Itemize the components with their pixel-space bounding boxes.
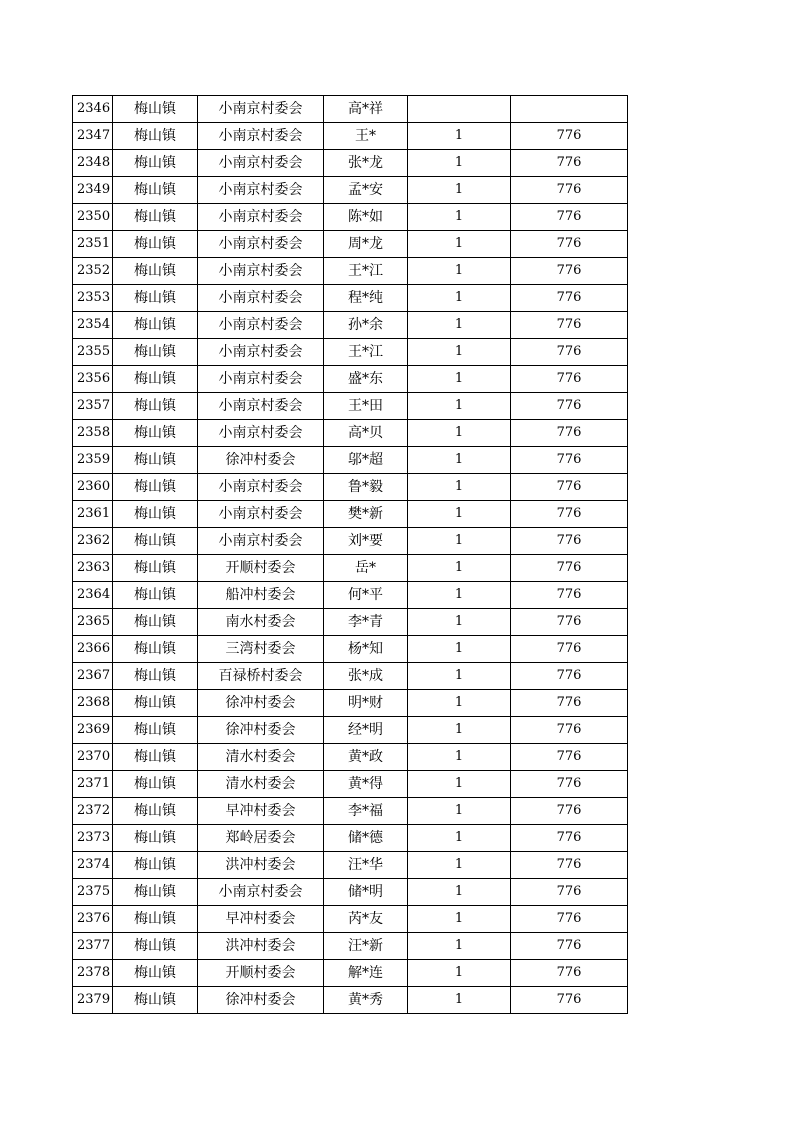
row-number-cell: 2376 <box>73 906 113 933</box>
count-cell: 1 <box>408 123 511 150</box>
name-cell: 经*明 <box>324 717 408 744</box>
name-cell: 王*田 <box>324 393 408 420</box>
count-cell: 1 <box>408 636 511 663</box>
village-cell: 小南京村委会 <box>198 474 324 501</box>
count-cell: 1 <box>408 177 511 204</box>
village-cell: 南水村委会 <box>198 609 324 636</box>
village-cell: 洪冲村委会 <box>198 852 324 879</box>
row-number-cell: 2373 <box>73 825 113 852</box>
table-row <box>73 690 628 717</box>
name-cell: 鲁*毅 <box>324 474 408 501</box>
name-cell: 张*成 <box>324 663 408 690</box>
name-cell: 汪*华 <box>324 852 408 879</box>
row-number-cell: 2367 <box>73 663 113 690</box>
row-number-cell: 2352 <box>73 258 113 285</box>
town-cell: 梅山镇 <box>113 204 198 231</box>
row-number-cell: 2356 <box>73 366 113 393</box>
table-row <box>73 366 628 393</box>
row-number-cell: 2369 <box>73 717 113 744</box>
table-row <box>73 663 628 690</box>
village-cell: 开顺村委会 <box>198 555 324 582</box>
village-cell: 小南京村委会 <box>198 177 324 204</box>
village-cell: 小南京村委会 <box>198 420 324 447</box>
name-cell: 王* <box>324 123 408 150</box>
row-number-cell: 2366 <box>73 636 113 663</box>
row-number-cell: 2378 <box>73 960 113 987</box>
count-cell: 1 <box>408 582 511 609</box>
village-cell: 小南京村委会 <box>198 150 324 177</box>
town-cell: 梅山镇 <box>113 663 198 690</box>
table-row <box>73 447 628 474</box>
count-cell: 1 <box>408 204 511 231</box>
town-cell: 梅山镇 <box>113 906 198 933</box>
name-cell: 李*青 <box>324 609 408 636</box>
amount-cell: 776 <box>511 933 628 960</box>
table-row <box>73 987 628 1014</box>
count-cell: 1 <box>408 258 511 285</box>
row-number-cell: 2353 <box>73 285 113 312</box>
row-number-cell: 2365 <box>73 609 113 636</box>
count-cell: 1 <box>408 744 511 771</box>
name-cell: 邬*超 <box>324 447 408 474</box>
amount-cell: 776 <box>511 366 628 393</box>
amount-cell: 776 <box>511 420 628 447</box>
town-cell: 梅山镇 <box>113 528 198 555</box>
amount-cell: 776 <box>511 339 628 366</box>
row-number-cell: 2375 <box>73 879 113 906</box>
name-cell: 黄*政 <box>324 744 408 771</box>
town-cell: 梅山镇 <box>113 960 198 987</box>
amount-cell: 776 <box>511 690 628 717</box>
name-cell: 汪*新 <box>324 933 408 960</box>
village-cell: 早冲村委会 <box>198 798 324 825</box>
row-number-cell: 2349 <box>73 177 113 204</box>
name-cell: 陈*如 <box>324 204 408 231</box>
table-row <box>73 717 628 744</box>
row-number-cell: 2370 <box>73 744 113 771</box>
amount-cell: 776 <box>511 609 628 636</box>
village-cell: 小南京村委会 <box>198 501 324 528</box>
town-cell: 梅山镇 <box>113 96 198 123</box>
town-cell: 梅山镇 <box>113 474 198 501</box>
amount-cell: 776 <box>511 987 628 1014</box>
table-row <box>73 852 628 879</box>
town-cell: 梅山镇 <box>113 744 198 771</box>
town-cell: 梅山镇 <box>113 933 198 960</box>
table-row <box>73 285 628 312</box>
name-cell: 储*明 <box>324 879 408 906</box>
name-cell: 李*福 <box>324 798 408 825</box>
name-cell: 何*平 <box>324 582 408 609</box>
village-cell: 小南京村委会 <box>198 285 324 312</box>
row-number-cell: 2372 <box>73 798 113 825</box>
amount-cell: 776 <box>511 906 628 933</box>
count-cell: 1 <box>408 906 511 933</box>
amount-cell: 776 <box>511 582 628 609</box>
count-cell: 1 <box>408 231 511 258</box>
data-table <box>72 95 628 1014</box>
table-row <box>73 879 628 906</box>
amount-cell: 776 <box>511 636 628 663</box>
name-cell: 孙*余 <box>324 312 408 339</box>
town-cell: 梅山镇 <box>113 123 198 150</box>
village-cell: 小南京村委会 <box>198 393 324 420</box>
town-cell: 梅山镇 <box>113 879 198 906</box>
table-row <box>73 501 628 528</box>
table-row <box>73 312 628 339</box>
count-cell: 1 <box>408 339 511 366</box>
town-cell: 梅山镇 <box>113 501 198 528</box>
amount-cell: 776 <box>511 771 628 798</box>
amount-cell: 776 <box>511 852 628 879</box>
table-row <box>73 744 628 771</box>
village-cell: 徐冲村委会 <box>198 690 324 717</box>
town-cell: 梅山镇 <box>113 312 198 339</box>
row-number-cell: 2355 <box>73 339 113 366</box>
count-cell: 1 <box>408 528 511 555</box>
row-number-cell: 2361 <box>73 501 113 528</box>
town-cell: 梅山镇 <box>113 447 198 474</box>
town-cell: 梅山镇 <box>113 177 198 204</box>
town-cell: 梅山镇 <box>113 636 198 663</box>
amount-cell: 776 <box>511 717 628 744</box>
village-cell: 徐冲村委会 <box>198 987 324 1014</box>
amount-cell: 776 <box>511 879 628 906</box>
town-cell: 梅山镇 <box>113 609 198 636</box>
table-row <box>73 339 628 366</box>
name-cell: 杨*知 <box>324 636 408 663</box>
row-number-cell: 2350 <box>73 204 113 231</box>
amount-cell: 776 <box>511 528 628 555</box>
count-cell: 1 <box>408 555 511 582</box>
count-cell: 1 <box>408 798 511 825</box>
row-number-cell: 2379 <box>73 987 113 1014</box>
count-cell: 1 <box>408 150 511 177</box>
count-cell: 1 <box>408 879 511 906</box>
row-number-cell: 2346 <box>73 96 113 123</box>
amount-cell: 776 <box>511 177 628 204</box>
row-number-cell: 2368 <box>73 690 113 717</box>
table-row <box>73 177 628 204</box>
name-cell: 黄*得 <box>324 771 408 798</box>
table-row <box>73 636 628 663</box>
table-row <box>73 393 628 420</box>
village-cell: 小南京村委会 <box>198 366 324 393</box>
name-cell: 王*江 <box>324 339 408 366</box>
table-row <box>73 528 628 555</box>
name-cell: 岳* <box>324 555 408 582</box>
name-cell: 王*江 <box>324 258 408 285</box>
table-row <box>73 420 628 447</box>
name-cell: 储*德 <box>324 825 408 852</box>
amount-cell: 776 <box>511 555 628 582</box>
village-cell: 小南京村委会 <box>198 879 324 906</box>
row-number-cell: 2360 <box>73 474 113 501</box>
count-cell: 1 <box>408 420 511 447</box>
village-cell: 徐冲村委会 <box>198 447 324 474</box>
village-cell: 小南京村委会 <box>198 258 324 285</box>
row-number-cell: 2371 <box>73 771 113 798</box>
village-cell: 小南京村委会 <box>198 528 324 555</box>
name-cell: 明*财 <box>324 690 408 717</box>
table-row <box>73 825 628 852</box>
count-cell: 1 <box>408 474 511 501</box>
town-cell: 梅山镇 <box>113 285 198 312</box>
amount-cell: 776 <box>511 744 628 771</box>
count-cell: 1 <box>408 285 511 312</box>
count-cell: 1 <box>408 393 511 420</box>
table-row <box>73 474 628 501</box>
amount-cell <box>511 96 628 123</box>
count-cell: 1 <box>408 312 511 339</box>
table-row <box>73 123 628 150</box>
amount-cell: 776 <box>511 150 628 177</box>
count-cell: 1 <box>408 447 511 474</box>
name-cell: 孟*安 <box>324 177 408 204</box>
village-cell: 郑岭居委会 <box>198 825 324 852</box>
count-cell: 1 <box>408 852 511 879</box>
name-cell: 张*龙 <box>324 150 408 177</box>
village-cell: 清水村委会 <box>198 744 324 771</box>
amount-cell: 776 <box>511 663 628 690</box>
village-cell: 洪冲村委会 <box>198 933 324 960</box>
row-number-cell: 2354 <box>73 312 113 339</box>
village-cell: 开顺村委会 <box>198 960 324 987</box>
table-row <box>73 609 628 636</box>
town-cell: 梅山镇 <box>113 987 198 1014</box>
name-cell: 解*连 <box>324 960 408 987</box>
table-body <box>73 96 628 1014</box>
table-row <box>73 555 628 582</box>
name-cell: 盛*东 <box>324 366 408 393</box>
table-row <box>73 258 628 285</box>
amount-cell: 776 <box>511 204 628 231</box>
village-cell: 早冲村委会 <box>198 906 324 933</box>
table-row <box>73 906 628 933</box>
amount-cell: 776 <box>511 798 628 825</box>
count-cell: 1 <box>408 501 511 528</box>
amount-cell: 776 <box>511 447 628 474</box>
name-cell: 高*贝 <box>324 420 408 447</box>
town-cell: 梅山镇 <box>113 690 198 717</box>
row-number-cell: 2348 <box>73 150 113 177</box>
row-number-cell: 2377 <box>73 933 113 960</box>
village-cell: 小南京村委会 <box>198 312 324 339</box>
table-row <box>73 96 628 123</box>
row-number-cell: 2363 <box>73 555 113 582</box>
amount-cell: 776 <box>511 231 628 258</box>
count-cell: 1 <box>408 933 511 960</box>
name-cell: 高*祥 <box>324 96 408 123</box>
village-cell: 小南京村委会 <box>198 204 324 231</box>
count-cell: 1 <box>408 771 511 798</box>
village-cell: 小南京村委会 <box>198 339 324 366</box>
count-cell <box>408 96 511 123</box>
village-cell: 三湾村委会 <box>198 636 324 663</box>
table-row <box>73 933 628 960</box>
count-cell: 1 <box>408 663 511 690</box>
name-cell: 黄*秀 <box>324 987 408 1014</box>
town-cell: 梅山镇 <box>113 420 198 447</box>
amount-cell: 776 <box>511 123 628 150</box>
town-cell: 梅山镇 <box>113 825 198 852</box>
town-cell: 梅山镇 <box>113 339 198 366</box>
name-cell: 刘*要 <box>324 528 408 555</box>
amount-cell: 776 <box>511 285 628 312</box>
village-cell: 小南京村委会 <box>198 123 324 150</box>
town-cell: 梅山镇 <box>113 150 198 177</box>
village-cell: 小南京村委会 <box>198 231 324 258</box>
town-cell: 梅山镇 <box>113 231 198 258</box>
village-cell: 百禄桥村委会 <box>198 663 324 690</box>
table-row <box>73 771 628 798</box>
table-row <box>73 231 628 258</box>
table-row <box>73 204 628 231</box>
amount-cell: 776 <box>511 258 628 285</box>
count-cell: 1 <box>408 366 511 393</box>
village-cell: 清水村委会 <box>198 771 324 798</box>
amount-cell: 776 <box>511 960 628 987</box>
row-number-cell: 2357 <box>73 393 113 420</box>
row-number-cell: 2374 <box>73 852 113 879</box>
town-cell: 梅山镇 <box>113 852 198 879</box>
table-row <box>73 960 628 987</box>
name-cell: 樊*新 <box>324 501 408 528</box>
name-cell: 程*纯 <box>324 285 408 312</box>
amount-cell: 776 <box>511 393 628 420</box>
name-cell: 周*龙 <box>324 231 408 258</box>
name-cell: 芮*友 <box>324 906 408 933</box>
table-row <box>73 582 628 609</box>
town-cell: 梅山镇 <box>113 717 198 744</box>
town-cell: 梅山镇 <box>113 771 198 798</box>
count-cell: 1 <box>408 609 511 636</box>
row-number-cell: 2347 <box>73 123 113 150</box>
count-cell: 1 <box>408 717 511 744</box>
amount-cell: 776 <box>511 312 628 339</box>
count-cell: 1 <box>408 960 511 987</box>
row-number-cell: 2362 <box>73 528 113 555</box>
town-cell: 梅山镇 <box>113 798 198 825</box>
amount-cell: 776 <box>511 474 628 501</box>
table-row <box>73 798 628 825</box>
town-cell: 梅山镇 <box>113 258 198 285</box>
amount-cell: 776 <box>511 825 628 852</box>
row-number-cell: 2358 <box>73 420 113 447</box>
row-number-cell: 2351 <box>73 231 113 258</box>
town-cell: 梅山镇 <box>113 366 198 393</box>
row-number-cell: 2359 <box>73 447 113 474</box>
count-cell: 1 <box>408 987 511 1014</box>
table-row <box>73 150 628 177</box>
village-cell: 船冲村委会 <box>198 582 324 609</box>
town-cell: 梅山镇 <box>113 393 198 420</box>
town-cell: 梅山镇 <box>113 555 198 582</box>
count-cell: 1 <box>408 690 511 717</box>
town-cell: 梅山镇 <box>113 582 198 609</box>
count-cell: 1 <box>408 825 511 852</box>
row-number-cell: 2364 <box>73 582 113 609</box>
village-cell: 徐冲村委会 <box>198 717 324 744</box>
amount-cell: 776 <box>511 501 628 528</box>
village-cell: 小南京村委会 <box>198 96 324 123</box>
